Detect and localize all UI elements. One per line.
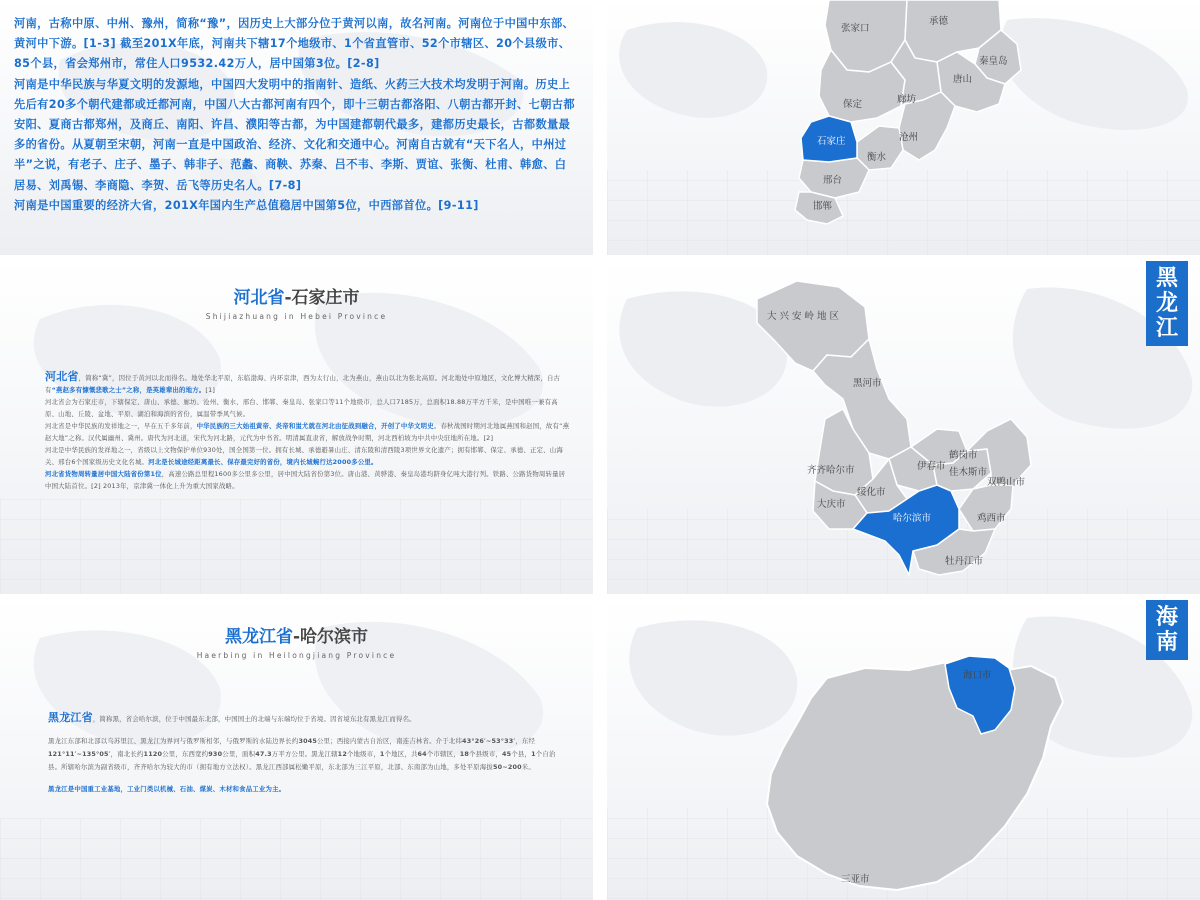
label-suihua: 绥化市 <box>857 487 886 498</box>
slide-heilongjiang-map <box>607 259 1200 594</box>
hebei-paragraph-4 <box>45 444 570 468</box>
region-jixi[interactable] <box>959 485 1013 531</box>
region-hainan-island[interactable] <box>767 662 1063 890</box>
title-province: 黑龙江省 <box>224 627 293 647</box>
bold-run: 50~200 <box>492 763 522 771</box>
page-title <box>0 622 593 647</box>
highlight-run: “燕赵多有慷慨悲歌之士”之称，是英雄辈出的地方。 <box>51 386 206 394</box>
highlight-run: 河北是长城途经距离最长、保存最完好的省份，境内长城蜿行达2000多公里。 <box>148 458 378 466</box>
label-mudanjiang: 牡丹江市 <box>945 556 984 567</box>
hebei-paragraph-3 <box>45 420 570 444</box>
henan-paragraph-2: 河南是中华民族与华夏文明的发源地，中国四大发明中的指南针、造纸、火药三大技术均发明于河南。历史上先后有20多个朝代建都或迁都河南，中国八大古都河南有四个，即十三朝古都洛阳、八朝古都开封、七朝古都安阳、夏商古都郑州，及商丘、南阳、许昌、濮阳等古都，为中国建都朝代最多，建都历史最长，古都数量最多的省份。从夏朝至宋朝，河南一直是中国政治、经济、文化和交通中心。河南自古就有“天下名人，中州过半”之说，有老子、庄子、墨子、韩非子、范蠡、商鞅、苏秦、吕不韦、李斯、贾谊、张衡、杜甫、韩愈、白居易、刘禹锡、李商隐、李贺、岳飞等历史名人。[7-8] <box>14 77 575 192</box>
hebei-paragraph-1 <box>45 371 570 396</box>
label-daxinganling: 大兴安岭地区 <box>767 311 843 322</box>
province-tag-text: 海南 <box>1155 605 1178 655</box>
label-sanya: 三亚市 <box>841 874 870 885</box>
province-tag-text: 黑龙江 <box>1155 266 1178 341</box>
text-run: ，东经 <box>515 737 536 745</box>
text-run: ，简称黑，省会哈尔滨，位于中国最东北部，中国国土的北端与东端均位于省境。因省境东北有黑龙江而得名。 <box>92 715 416 723</box>
text-run: ，简称“冀”，因位于黄河以北而得名。地处华北平原，东临渤海、内环京津，西为太行山，北为燕山，燕山以北为张北高原。河北地处中原地区，文化博大精深，自古有 <box>45 374 561 394</box>
bold-run: 12 <box>337 750 347 758</box>
bold-run: 18 <box>459 750 470 758</box>
page-subtitle: Shijiazhuang in Hebei Province <box>205 312 388 321</box>
text-run: 个地区，共 <box>384 750 418 758</box>
label-shijiazhuang: 石家庄 <box>817 136 846 147</box>
text-run: 个县， <box>511 750 532 758</box>
label-cangzhou: 沧州 <box>899 132 919 143</box>
label-daqing: 大庆市 <box>817 499 846 510</box>
label-tangshan: 唐山 <box>953 74 973 85</box>
bold-run: 121°11′~135°05′ <box>48 750 111 758</box>
label-xingtai: 邢台 <box>823 175 843 186</box>
lead-term: 黑龙江省 <box>48 711 93 724</box>
text-run: 公里；西接内蒙古自治区，南连吉林省。介于北纬 <box>317 737 463 745</box>
text-run: 河北省是中华民族的发祥地之一，早在五千多年前， <box>45 422 197 430</box>
hebei-body-text <box>45 371 570 492</box>
label-langfang: 廊坊 <box>897 94 917 105</box>
label-jiamusi: 佳木斯市 <box>949 467 988 478</box>
text-run: 黑龙江东部和北部以乌苏里江、黑龙江为界河与俄罗斯相邻，与俄罗斯的水陆边界长约 <box>48 737 299 745</box>
label-qinhuangdao: 秦皇岛 <box>979 56 1008 67</box>
bold-run: 1 <box>531 750 536 758</box>
bold-run: 64 <box>417 750 427 758</box>
text-run: 米。 <box>521 763 535 771</box>
bold-run: 3045 <box>298 737 318 745</box>
heilongjiang-paragraph-3 <box>48 783 568 796</box>
page-title <box>0 283 593 308</box>
highlight-run: 黑龙江是中国重工业基地，工业门类以机械、石油、煤炭、木材和食品工业为主。 <box>48 785 286 793</box>
henan-paragraph-1: 河南，古称中原、中州、豫州，简称“豫”，因历史上大部分位于黄河以南，故名河南。河南位于中国中东部、黄河中下游。[1-3] 截至201X年底，河南共下辖17个地级市、1个省直管市、52个市辖区、20个县级市、85个县，省会郑州市，常住人口9532.42万人，居中国第3位。[2-8] <box>14 17 575 71</box>
bold-run: 47.3 <box>255 750 272 758</box>
heilongjiang-paragraph-2 <box>48 735 568 774</box>
henan-intro-text <box>14 14 576 216</box>
slide-hebei-text <box>0 259 593 594</box>
label-heihe: 黑河市 <box>853 378 882 389</box>
highlight-run: 河北省货物周转量居中国大陆省份第1位 <box>45 470 162 478</box>
highlight-run: 中华民族的三大始祖黄帝、炎帝和蚩尤就在河北由征战到融合，开创了中华文明史 <box>196 422 434 430</box>
region-hengshui[interactable] <box>857 126 903 170</box>
page-subtitle: Haerbing in Heilongjiang Province <box>196 651 397 660</box>
label-harbin: 哈尔滨市 <box>893 513 932 524</box>
label-zhangjiakou: 张家口 <box>841 23 870 34</box>
hebei-paragraph-2: 河北省会为石家庄市，下辖保定、唐山、承德、廊坊、沧州、衡水、邢台、邯郸、秦皇岛、张家口等11个地级市，总人口7185万，总面积18.88万平方千米，是中国唯一兼有高原、山地、丘陵、盆地、平原、湖泊和海滨的省份，属温带季风气候。 <box>45 398 558 418</box>
title-sep: - <box>284 288 292 308</box>
hebei-paragraph-5 <box>45 468 570 492</box>
text-run: 公里，面积 <box>222 750 256 758</box>
text-run: ，高速公路总里程1600多公里多公里，居中国大陆省份第3位。唐山港、黄骅港、秦皇岛港均跻身亿吨大港行列。铁路、公路货物周转量居中国大陆首位。[2] 2013年，京津冀一体化上升为重大国家战略。 <box>45 470 566 490</box>
hainan-map <box>607 598 1200 900</box>
text-run: 河北是中华民族的发祥地之一，省级以上文物保护单位930处，国全国第一位。拥有长城、承德避暑山庄、清东陵和清西陵3项世界文化遗产；拥有邯郸、保定、承德、正定、山海关、邢台6个国家级历史文化名城。 <box>45 446 563 466</box>
title-province: 河北省 <box>233 288 285 308</box>
text-run: 公里，东西宽约 <box>162 750 209 758</box>
heilongjiang-paragraph-1 <box>48 711 568 726</box>
text-run: 个市辖区， <box>426 750 460 758</box>
slide-henan-text <box>0 0 593 255</box>
label-baoding: 保定 <box>843 99 863 110</box>
text-run: 个自治县。所辖哈尔滨为副省级市，齐齐哈尔为较大的市（拥有地方立法权）。黑龙江西部属松嫩平原，东北部为三江平原，北部、东南部为山地，多处平原海拔 <box>48 750 556 771</box>
text-run: ，南北长约 <box>110 750 144 758</box>
label-hegang: 鹤岗市 <box>949 450 978 461</box>
bold-run: 1120 <box>143 750 163 758</box>
slide-hainan-map <box>607 598 1200 900</box>
text-run: 个地级市， <box>346 750 380 758</box>
label-shuangyashan: 双鸭山市 <box>987 477 1026 488</box>
label-jixi: 鸡西市 <box>977 513 1006 524</box>
text-run: 个县级市， <box>469 750 503 758</box>
title-city: 石家庄市 <box>291 288 360 308</box>
heilongjiang-body-text <box>48 711 568 796</box>
bold-run: 930 <box>208 750 223 758</box>
label-qiqihar: 齐齐哈尔市 <box>807 465 855 476</box>
henan-paragraph-3: 河南是中国重要的经济大省，201X年国内生产总值稳居中国第5位，中西部首位。[9-11] <box>14 198 479 212</box>
slide-heilongjiang-text <box>0 598 593 900</box>
label-hengshui: 衡水 <box>867 152 887 163</box>
heilongjiang-map <box>607 259 1200 594</box>
lead-term: 河北省 <box>45 370 79 383</box>
bold-run: 45 <box>502 750 512 758</box>
label-handan: 邯郸 <box>813 201 833 212</box>
bold-run: 43°26′~53°33′ <box>462 737 516 745</box>
title-city: 哈尔滨市 <box>300 627 369 647</box>
label-haikou: 海口市 <box>963 670 992 681</box>
slide-hebei-map <box>607 0 1200 255</box>
hebei-map <box>607 0 1200 255</box>
text-run: 。春秋战国时期河北地属燕国和赵国，故有“燕赵大地”之称。汉代属幽州、冀州。唐代为河北道，宋代为河北路，元代为中书省。明清属直隶省，解放战争时期，河北西柏坡为中共中央驻地所在地。[2] <box>45 422 570 442</box>
text-run: 万平方公里。黑龙江辖 <box>271 750 338 758</box>
label-chengde: 承德 <box>929 16 949 27</box>
bold-run: 1 <box>379 750 385 758</box>
title-sep: - <box>292 627 301 647</box>
text-run: [1] <box>205 386 216 394</box>
label-yichun: 伊春市 <box>917 461 946 472</box>
